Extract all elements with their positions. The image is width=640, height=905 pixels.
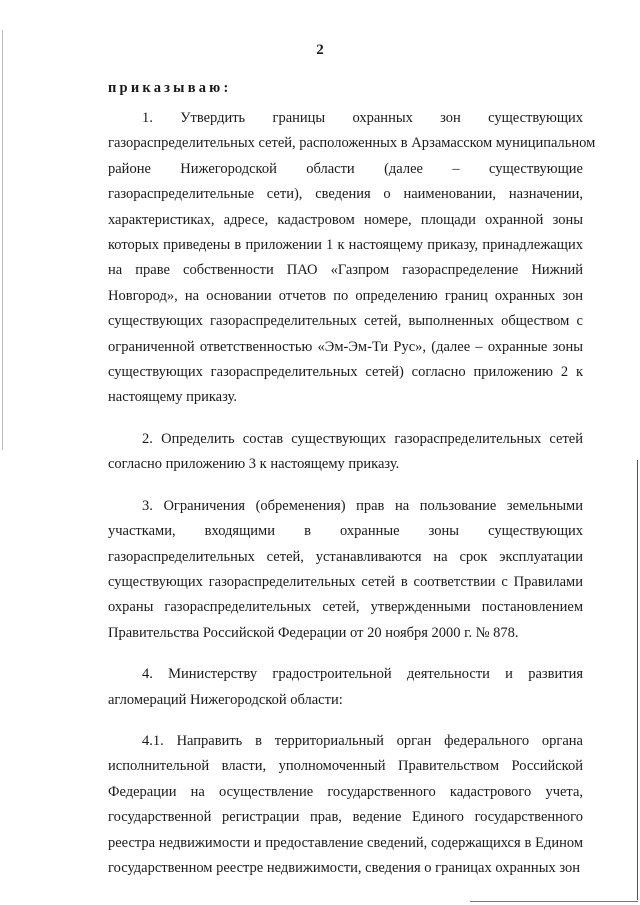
paragraph-3	[108, 494, 583, 646]
text-line: которых приведены в приложении 1 к настоящему приказу, принадлежащих	[108, 237, 583, 254]
paragraph-4	[108, 662, 583, 713]
paragraph-4-1	[108, 729, 583, 881]
text-line: на праве собственности ПАО «Газпром газораспределение Нижний	[108, 262, 583, 279]
text-line: газораспределительных сетей, устанавливаются на срок эксплуатации	[108, 548, 583, 565]
text-line: 4.1. Направить в территориальный орган федерального органа	[142, 732, 583, 749]
text-line: существующих газораспределительных сетей, выполненных обществом с	[108, 313, 583, 330]
text-line: государственной регистрации прав, ведение Единого государственного	[108, 809, 583, 826]
page-number: 2	[316, 42, 324, 58]
text-line: Правительства Российской Федерации от 20 ноября 2000 г. № 878.	[108, 624, 519, 641]
paragraph-1	[108, 106, 596, 411]
text-line: 1. Утвердить границы охранных зон существующих	[142, 110, 583, 126]
scan-edge-left	[2, 30, 3, 450]
text-line: Федерации на осуществление государственного кадастрового учета,	[108, 783, 583, 800]
text-line: ограниченной ответственностью «Эм-Эм-Ти Рус», (далее – охранные зоны	[108, 338, 583, 355]
text-line: существующих газораспределительных сетей в соответствии с Правилами	[108, 573, 583, 590]
text-line: характеристиках, адресе, кадастровом номере, площади охранной зоны	[108, 211, 583, 228]
text-line: настоящему приказу.	[108, 389, 237, 406]
text-line: реестра недвижимости и предоставление сведений, содержащихся в Едином	[108, 834, 583, 851]
text-line: согласно приложению 3 к настоящему приказу.	[108, 456, 400, 473]
text-line: государственном реестре недвижимости, сведения о границах охранных зон	[108, 859, 580, 876]
text-line: Новгород», на основании отчетов по определению границ охранных зон	[108, 287, 583, 304]
order-heading: приказываю:	[108, 80, 232, 96]
text-line: агломераций Нижегородской области:	[108, 691, 343, 708]
text-line: 4. Министерству градостроительной деятельности и развития	[142, 666, 583, 683]
paragraph-2	[108, 427, 583, 478]
text-line: 3. Ограничения (обременения) прав на пользование земельными	[142, 497, 583, 514]
text-line: газораспределительные сети), сведения о наименовании, назначении,	[108, 186, 583, 203]
text-line: газораспределительных сетей, расположенных в Арзамасском муниципальном	[108, 135, 596, 152]
scan-edge-right	[637, 460, 638, 900]
text-line: 2. Определить состав существующих газораспределительных сетей	[142, 430, 583, 447]
text-line: охраны газораспределительных сетей, утвержденными постановлением	[108, 599, 583, 616]
scan-bottom-rule	[470, 901, 638, 902]
text-line: исполнительной власти, уполномоченный Правительством Российской	[108, 758, 583, 775]
text-line: участками, входящими в охранные зоны существующих	[108, 523, 583, 540]
document-body	[108, 106, 596, 881]
text-line: существующих газораспределительных сетей) согласно приложению 2 к	[108, 364, 583, 381]
text-line: районе Нижегородской области (далее – существующие	[108, 160, 583, 177]
